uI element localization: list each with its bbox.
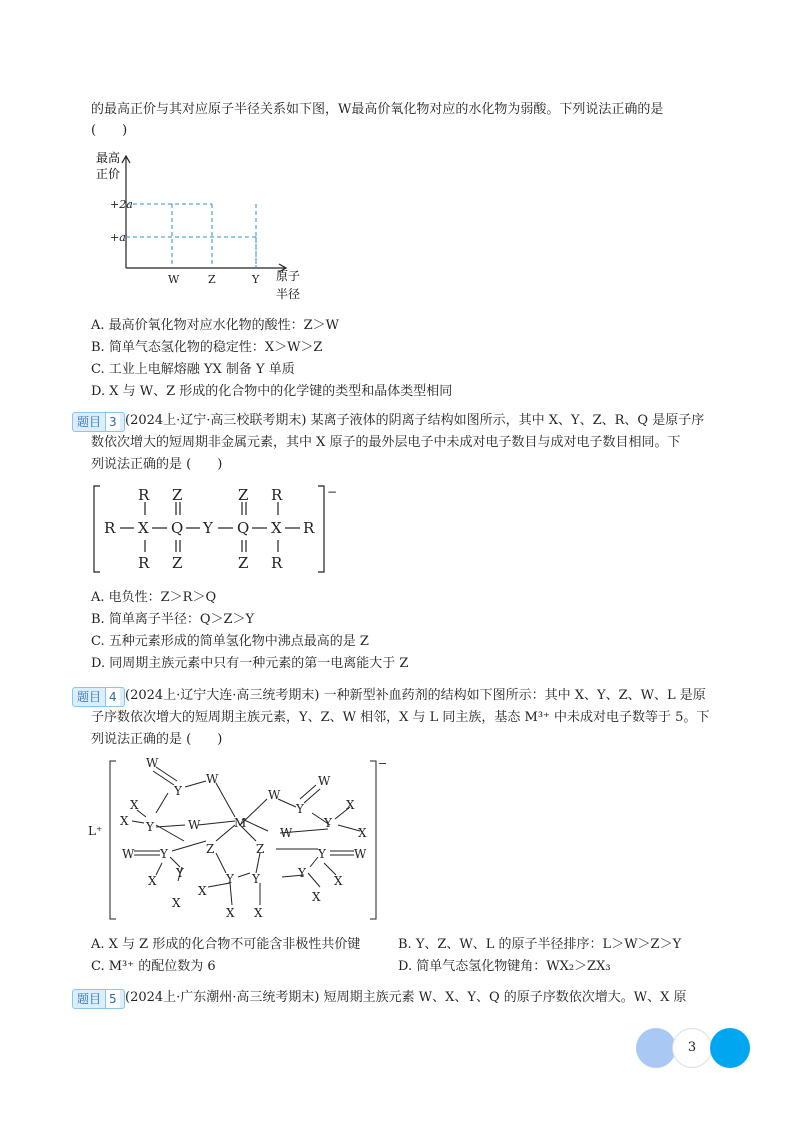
atom-x-right: X	[271, 519, 282, 537]
atom-q-right: Q	[237, 519, 250, 537]
q3-stem-line3: 列说法正确的是 ( )	[91, 457, 223, 472]
atom-x-10: X	[334, 874, 343, 888]
q3-option-c[interactable]: C. 五种元素形成的简单氢化物中沸点最高的是 Z	[91, 634, 369, 649]
atom-x-3: X	[148, 874, 157, 888]
q4-stem-line2: 子序数依次增大的短周期主族元素，Y、Z、W 相邻，X 与 L 同主族，基态 M³⁺ 中未成对电子数等于 5。下	[91, 710, 710, 725]
atom-y-5: Y	[226, 872, 234, 886]
page-dot-left	[636, 1028, 676, 1068]
drug-structure	[90, 755, 395, 925]
atom-x-4: X	[172, 896, 181, 910]
atom-x-6: X	[226, 906, 235, 920]
answer-blank: ( )	[91, 123, 128, 138]
atom-y-6: Y	[252, 872, 260, 886]
question-2-stem: 的最高正价与其对应原子半径关系如下图，W最高价氧化物对应的水化物为弱酸。下列说法正确的是	[91, 102, 664, 117]
atom-r-top-left: R	[138, 486, 150, 504]
q4-option-c[interactable]: C. M³⁺ 的配位数为 6	[91, 959, 216, 974]
atom-w-6: W	[318, 774, 331, 788]
complex-charge: −	[378, 757, 388, 770]
atom-z-top-right: Z	[238, 486, 249, 504]
atom-w-1: W	[146, 756, 159, 770]
atom-z-2: Z	[256, 842, 265, 856]
q2-option-d[interactable]: D. X 与 W、Z 形成的化合物中的化学键的类型和晶体类型相同	[91, 384, 453, 399]
atom-x-9: X	[358, 826, 367, 840]
atom-y-10: Y	[298, 866, 306, 880]
atom-y-9: Y	[318, 847, 326, 861]
atom-y-7: Y	[296, 802, 304, 816]
atom-r-bottom-right: R	[271, 554, 283, 572]
atom-x-7: X	[254, 906, 263, 920]
tag-label: 题目	[77, 690, 102, 704]
question-3-tag	[72, 412, 125, 432]
atom-m: M	[234, 816, 247, 830]
atom-x-1: X	[130, 798, 139, 812]
tag-label: 题目	[77, 992, 102, 1006]
atom-z-1: Z	[206, 842, 215, 856]
q2-option-b[interactable]: B. 简单气态氢化物的稳定性：X＞W＞Z	[91, 340, 323, 355]
atom-x-2: X	[120, 814, 129, 828]
page-number: 3	[672, 1028, 712, 1068]
atom-z-bottom-left: Z	[172, 554, 183, 572]
q4-option-d[interactable]: D. 简单气态氢化物键角：WX₂＞ZX₃	[398, 959, 611, 974]
atom-r-right: R	[303, 519, 315, 537]
atom-x-left: X	[138, 519, 149, 537]
atom-y-8: Y	[324, 816, 332, 830]
atom-y-2: Y	[146, 820, 154, 834]
atom-w-2: W	[206, 772, 219, 786]
atom-w-8: W	[354, 847, 367, 861]
atom-z-bottom-right: Z	[238, 554, 249, 572]
y-tick-label: +a	[110, 231, 126, 244]
q2-option-c[interactable]: C. 工业上电解熔融 YX 制备 Y 单质	[91, 362, 295, 377]
anion-charge: −	[327, 485, 338, 499]
y-axis-label-line2: 正价	[96, 167, 121, 181]
q4-option-b[interactable]: B. Y、Z、W、L 的原子半径排序：L＞W＞Z＞Y	[398, 937, 682, 952]
atom-w-7: W	[280, 826, 293, 840]
atom-r-top-right: R	[271, 486, 283, 504]
atom-x-11: X	[312, 890, 321, 904]
question-4-tag	[72, 687, 125, 707]
y-axis-label-line1: 最高	[96, 151, 121, 165]
q5-stem-line1: (2024上·广东潮州·高三统考期末) 短周期主族元素 W、X、Y、Q 的原子序数依次增大。W、X 原	[125, 990, 687, 1005]
x-axis-label-line1: 原子	[276, 269, 301, 283]
atom-y-1: Y	[174, 784, 182, 798]
q3-option-a[interactable]: A. 电负性：Z＞R＞Q	[91, 590, 217, 605]
q2-option-a[interactable]: A. 最高价氧化物对应水化物的酸性：Z＞W	[91, 318, 340, 333]
q4-stem-line1: (2024上·辽宁大连·高三统考期末) 一种新型补血药剂的结构如下图所示：其中 X、Y、Z、W、L 是原	[125, 688, 706, 703]
q4-option-a[interactable]: A. X 与 Z 形成的化合物不可能含非极性共价键	[91, 937, 361, 952]
atom-y-3: Y	[160, 847, 168, 861]
atom-x-5: X	[198, 884, 207, 898]
x-axis-label-line2: 半径	[276, 287, 301, 301]
q3-stem-line1: (2024上·辽宁·高三校联考期末) 某离子液体的阴离子结构如图所示，其中 X、Y、Z、R、Q 是原子序	[125, 413, 705, 428]
atom-r-left: R	[104, 519, 116, 537]
tag-number: 3	[105, 413, 120, 431]
atom-z-top-left: Z	[172, 486, 183, 504]
atom-w-3: W	[188, 818, 201, 832]
q3-option-d[interactable]: D. 同周期主族元素中只有一种元素的第一电离能大于 Z	[91, 656, 409, 671]
atom-r-bottom-left: R	[138, 554, 150, 572]
valence-radius-chart	[90, 148, 310, 303]
atom-y-4: Y	[176, 866, 184, 880]
page-dot-right	[710, 1028, 750, 1068]
q4-stem-line3: 列说法正确的是 ( )	[91, 732, 223, 747]
atom-w-5: W	[268, 788, 281, 802]
q3-stem-line2: 数依次增大的短周期非金属元素，其中 X 原子的最外层电子中未成对电子数目与成对电子数目相同。下	[91, 435, 681, 450]
cation-l: L⁺	[88, 824, 103, 838]
x-tick-label: Y	[252, 273, 260, 286]
y-tick-label: +2a	[110, 198, 133, 211]
x-tick-label: Z	[208, 273, 216, 286]
atom-w-4: W	[122, 847, 135, 861]
x-tick-label: W	[168, 273, 180, 286]
q3-option-b[interactable]: B. 简单离子半径：Q＞Z＞Y	[91, 612, 255, 627]
atom-x-8: X	[346, 798, 355, 812]
tag-number: 4	[105, 688, 120, 706]
anion-structure	[92, 482, 342, 577]
atom-q-left: Q	[171, 519, 184, 537]
tag-label: 题目	[77, 415, 102, 429]
atom-y-center: Y	[203, 519, 213, 537]
question-5-tag	[72, 989, 125, 1009]
tag-number: 5	[105, 990, 120, 1008]
